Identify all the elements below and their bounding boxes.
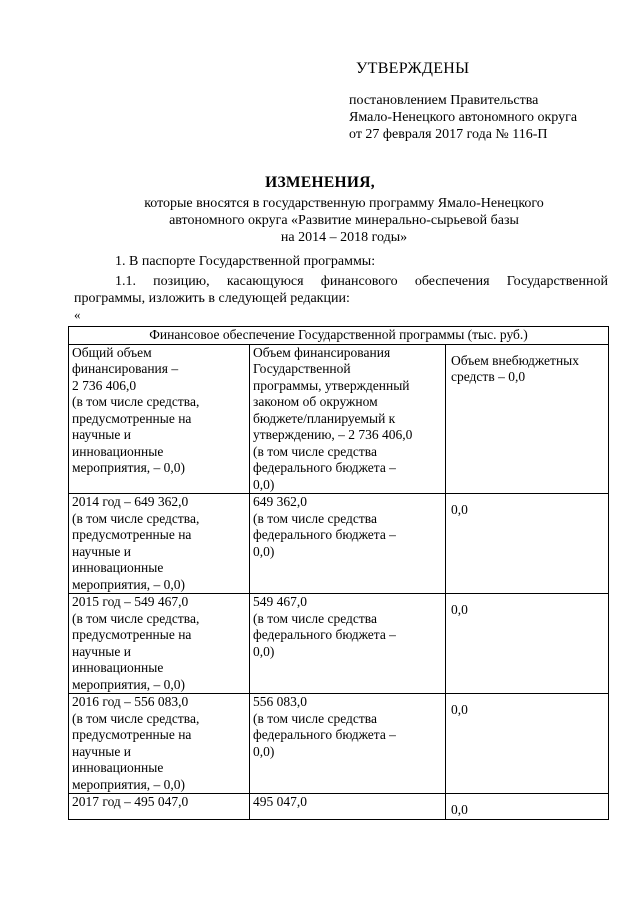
- cell-line: 2014 год – 649 362,0: [72, 494, 189, 509]
- table-row: [69, 344, 609, 494]
- extrabudgetary-cell: [446, 694, 609, 794]
- cell-line: 2016 год – 556 083,0: [72, 694, 189, 709]
- paragraph-line: 1.1. позицию, касающуюся финансового обеспечения Государственной: [115, 274, 608, 289]
- document-title: ИЗМЕНЕНИЯ,: [265, 174, 375, 191]
- table-header: Финансовое обеспечение Государственной программы (тыс. руб.): [69, 327, 609, 345]
- document-subtitle: [74, 195, 614, 246]
- cell-line: Государственной: [253, 361, 351, 376]
- cell-line: финансирования –: [72, 361, 179, 376]
- cell-line: программы, утвержденный: [253, 377, 410, 393]
- cell-line: федерального бюджета –: [253, 627, 396, 642]
- cell-line: 0,0: [451, 502, 468, 517]
- cell-line: 0,0): [253, 543, 275, 559]
- approved-heading: УТВЕРЖДЕНЫ: [356, 60, 470, 77]
- cell-line: научные и: [72, 643, 131, 659]
- cell-line: мероприятия, – 0,0): [72, 776, 186, 792]
- cell-line: (в том числе средства: [253, 443, 377, 459]
- paragraph-1-1: [74, 273, 608, 307]
- approval-line: Ямало-Ненецкого автономного округа: [349, 110, 578, 125]
- extrabudgetary-cell: [446, 594, 609, 694]
- cell-line: 549 467,0: [253, 594, 307, 609]
- cell-line: 2 736 406,0: [72, 377, 137, 393]
- cell-line: научные и: [72, 543, 131, 559]
- cell-line: мероприятия, – 0,0): [72, 576, 186, 592]
- cell-line: предусмотренные на: [72, 410, 192, 426]
- table-row: [69, 694, 609, 794]
- cell-line: утверждению, – 2 736 406,0: [253, 427, 413, 442]
- cell-line: 0,0: [451, 702, 468, 717]
- cell-line: 495 047,0: [253, 794, 307, 809]
- program-financing-cell: [250, 794, 446, 820]
- approval-block: [349, 92, 577, 143]
- cell-line: предусмотренные на: [72, 727, 192, 742]
- subtitle-line: которые вносятся в государственную программу Ямало-Ненецкого: [144, 196, 544, 211]
- cell-line: предусмотренные на: [72, 627, 192, 642]
- extrabudgetary-cell: [446, 344, 609, 494]
- cell-line: (в том числе средства: [253, 710, 377, 726]
- cell-line: 2017 год – 495 047,0: [72, 794, 189, 809]
- cell-line: Объем финансирования: [253, 344, 391, 360]
- program-financing-cell: [250, 694, 446, 794]
- cell-line: инновационные: [72, 443, 164, 459]
- cell-line: 556 083,0: [253, 694, 307, 709]
- cell-line: (в том числе средства: [253, 610, 377, 626]
- cell-line: мероприятия, – 0,0): [72, 460, 186, 475]
- cell-line: научные и: [72, 427, 131, 442]
- cell-line: (в том числе средства,: [72, 394, 200, 409]
- paragraph-line: программы, изложить в следующей редакции:: [74, 291, 350, 306]
- table-row: [69, 494, 609, 594]
- cell-line: 0,0: [451, 802, 468, 817]
- cell-line: (в том числе средства,: [72, 710, 200, 726]
- cell-line: 0,0): [253, 743, 275, 759]
- approval-line: от 27 февраля 2017 года № 116-П: [349, 127, 548, 142]
- subtitle-line: на 2014 – 2018 годы»: [280, 230, 408, 245]
- total-financing-cell: [69, 494, 250, 594]
- program-financing-cell: [250, 494, 446, 594]
- cell-line: бюджете/планируемый к: [253, 410, 396, 426]
- cell-line: 0,0): [253, 476, 275, 492]
- cell-line: предусмотренные на: [72, 527, 192, 542]
- total-financing-cell: [69, 694, 250, 794]
- total-financing-cell: [69, 344, 250, 494]
- subtitle-line: автономного округа «Развитие минерально-сырьевой базы: [169, 213, 519, 228]
- cell-line: Объем внебюджетных: [451, 352, 579, 368]
- table-body: [69, 344, 609, 819]
- cell-line: (в том числе средства,: [72, 610, 200, 626]
- cell-line: инновационные: [72, 560, 164, 575]
- cell-line: 649 362,0: [253, 494, 307, 509]
- extrabudgetary-cell: [446, 494, 609, 594]
- table-row: [69, 594, 609, 694]
- total-financing-cell: [69, 594, 250, 694]
- cell-line: научные и: [72, 743, 131, 759]
- total-financing-cell: [69, 794, 250, 820]
- program-financing-cell: [250, 344, 446, 494]
- approval-line: постановлением Правительства: [349, 93, 539, 108]
- program-financing-cell: [250, 594, 446, 694]
- cell-line: 0,0: [451, 602, 468, 617]
- table-row: [69, 794, 609, 820]
- extrabudgetary-cell: [446, 794, 609, 820]
- cell-line: мероприятия, – 0,0): [72, 676, 186, 692]
- opening-quote-mark: «: [74, 307, 81, 322]
- cell-line: 2015 год – 549 467,0: [72, 594, 189, 609]
- cell-line: инновационные: [72, 660, 164, 675]
- cell-line: (в том числе средства,: [72, 510, 200, 526]
- paragraph-1: 1. В паспорте Государственной программы:: [115, 254, 376, 269]
- cell-line: 0,0): [253, 643, 275, 659]
- cell-line: законом об окружном: [253, 394, 378, 409]
- financing-table: [68, 326, 609, 820]
- cell-line: средств – 0,0: [451, 369, 526, 384]
- cell-line: федерального бюджета –: [253, 460, 396, 475]
- cell-line: Общий объем: [72, 344, 152, 360]
- cell-line: федерального бюджета –: [253, 527, 396, 542]
- cell-line: федерального бюджета –: [253, 727, 396, 742]
- cell-line: инновационные: [72, 760, 164, 775]
- cell-line: (в том числе средства: [253, 510, 377, 526]
